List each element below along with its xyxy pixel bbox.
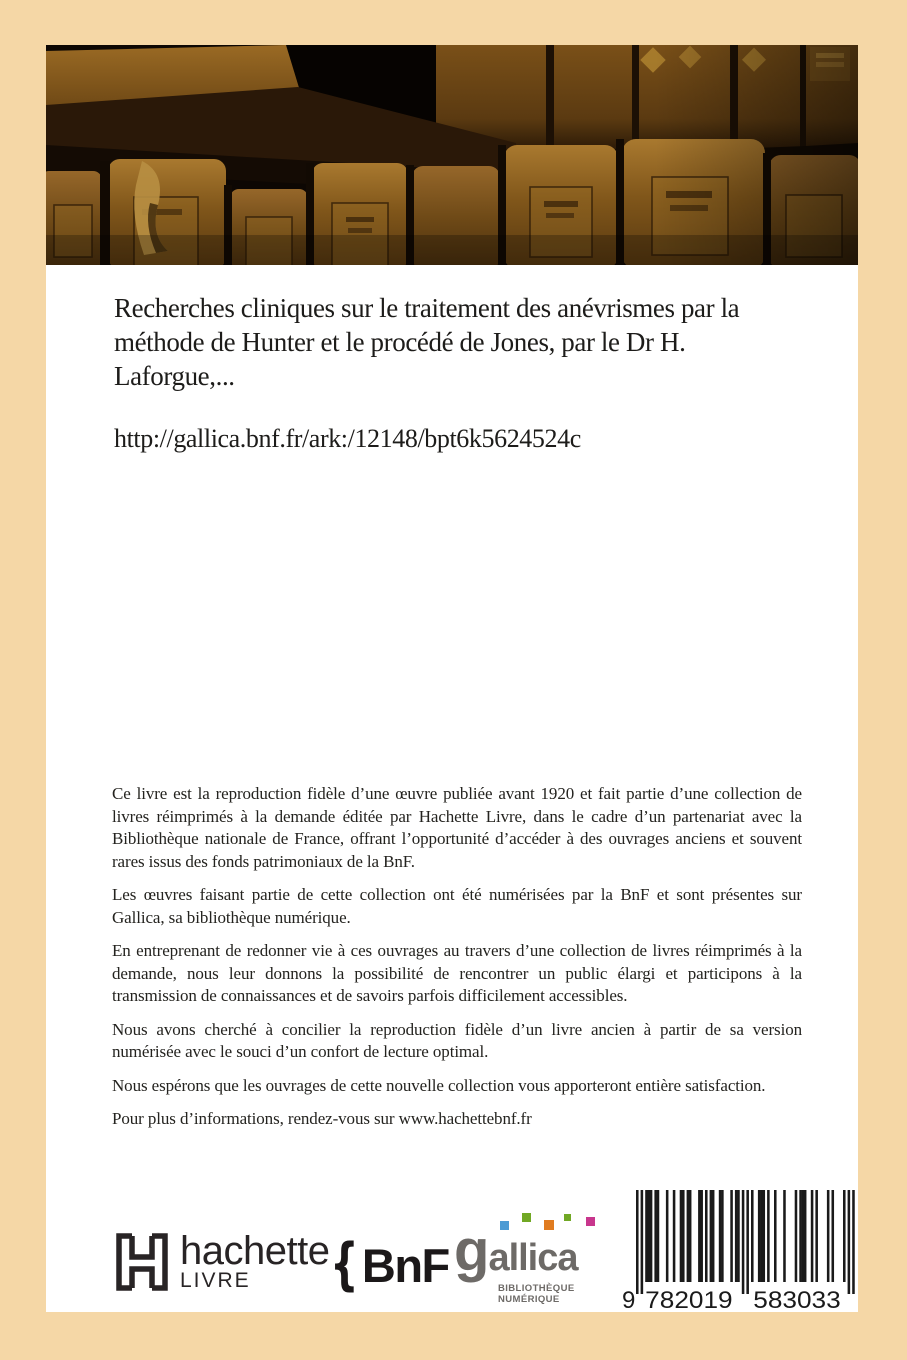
isbn-barcode bbox=[622, 1190, 857, 1312]
hachette-wordmark bbox=[180, 1229, 330, 1293]
book-title: Recherches cliniques sur le traitement des anévrismes par la méthode de Hunter et le procédé de Jones, par le Dr H. Laforgue,... bbox=[114, 293, 740, 391]
publisher-paragraph: Nous espérons que les ouvrages de cette nouvelle collection vous apporteront entière satisfaction. bbox=[112, 1075, 766, 1095]
gallica-confetti-icon bbox=[492, 1215, 589, 1231]
publisher-logo-row bbox=[46, 1185, 858, 1312]
svg-text:583033: 583033 bbox=[753, 1287, 841, 1312]
svg-text:9: 9 bbox=[622, 1287, 636, 1312]
publisher-paragraph: Les œuvres faisant partie de cette collection ont été numérisées par la BnF et sont présentes sur Gallica, sa bibliothèque numérique. bbox=[112, 885, 802, 927]
publisher-paragraph: Nous avons cherché à concilier la reproduction fidèle d’un livre ancien à partir de sa version numérisée avec le souci d’un confort de lecture optimal. bbox=[112, 1019, 802, 1061]
hachette-h-icon bbox=[116, 1233, 168, 1291]
gallica-subtitle bbox=[498, 1284, 589, 1305]
hachette-livre-label: LIVRE bbox=[180, 1269, 251, 1292]
publisher-note bbox=[112, 783, 802, 1142]
gallica-logo bbox=[454, 1215, 589, 1305]
gallica-ark-url: http://gallica.bnf.fr/ark:/12148/bpt6k5624524c bbox=[114, 424, 581, 453]
old-books-shelf-photo bbox=[46, 45, 858, 265]
gallica-subtitle-line2: NUMÉRIQUE bbox=[498, 1293, 560, 1305]
hachette-livre-logo bbox=[116, 1229, 330, 1293]
hachette-word: hachette bbox=[180, 1229, 330, 1273]
bnf-logo bbox=[330, 1232, 449, 1297]
gallica-initial: g bbox=[454, 1218, 489, 1283]
bnf-wordmark: BnF bbox=[361, 1238, 449, 1292]
gallica-rest: allica bbox=[488, 1237, 578, 1279]
gallica-wordmark bbox=[454, 1218, 589, 1286]
publisher-paragraph: En entreprenant de redonner vie à ces ouvrages au travers d’une collection de livres réimprimés à la demande, nous leur donnons la possibilité de rencontrer un public élargi et participons à la transmission de connaissances et de savoirs parfois difficilement accessibles. bbox=[112, 941, 802, 1005]
publisher-paragraph: Ce livre est la reproduction fidèle d’une œuvre publiée avant 1920 et fait partie d’une collection de livres réimprimés à la demande éditée par Hachette Livre, dans le cadre d’un partenariat avec la Bibliothèque nationale de France, offrant l’opportunité d’accéder à des ouvrages anciens et souvent rares issus des fonds patrimoniaux de la BnF. bbox=[112, 784, 802, 871]
svg-text:782019: 782019 bbox=[645, 1287, 733, 1312]
publisher-paragraph: Pour plus d’informations, rendez-vous sur www.hachettebnf.fr bbox=[112, 1109, 532, 1128]
cover-paper bbox=[46, 45, 858, 1312]
bnf-brace-icon: { bbox=[330, 1232, 359, 1297]
gallica-subtitle-line1: BIBLIOTHÈQUE bbox=[498, 1283, 575, 1294]
